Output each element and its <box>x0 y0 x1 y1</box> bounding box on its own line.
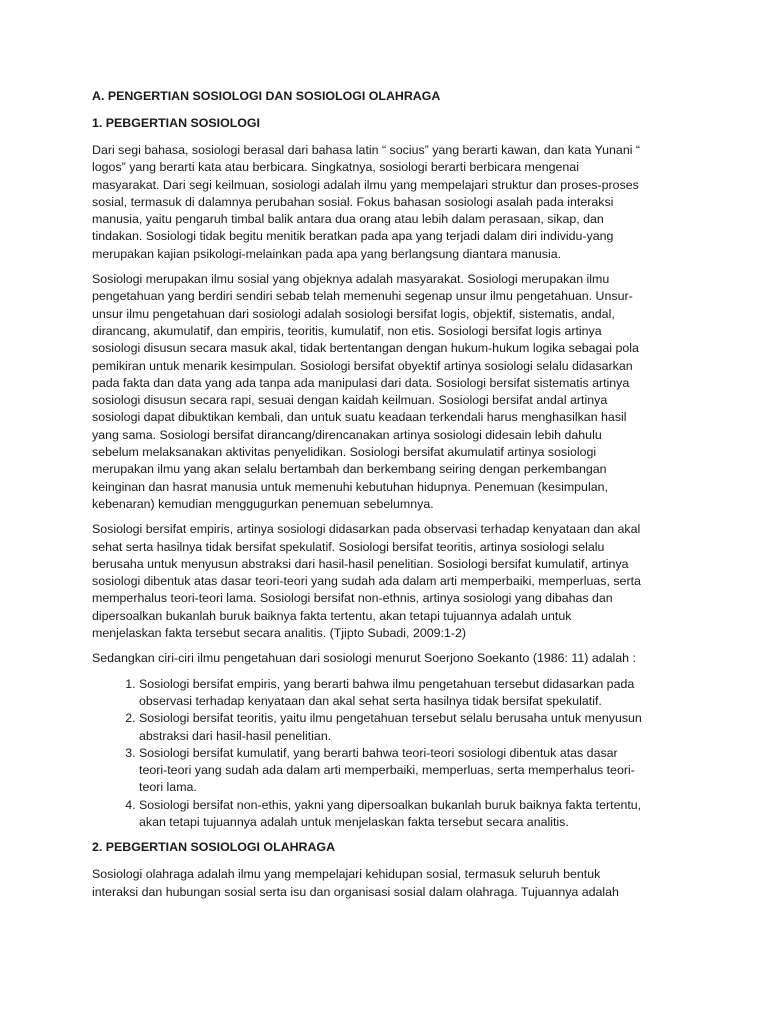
criteria-text: 2. Sosiologi bersifat teoritis, yaitu ilmu pengetahuan tersebut selalu berusaha untuk menyusun abstraksi dari hasil-hasil penelitian. <box>139 711 642 743</box>
criteria-text: 3. Sosiologi bersifat kumulatif, yang berarti bahwa teori-teori sosiologi dibentuk atas dasar teori-teori yang sudah ada dalam arti memperbaiki, memperluas, serta memperhalus teori- teori lama. <box>139 745 635 795</box>
criteria-list <box>92 676 676 832</box>
main-heading: A. PENGERTIAN SOSIOLOGI DAN SOSIOLOGI OLAHRAGA <box>92 89 441 103</box>
criteria-text: 1. Sosiologi bersifat empiris, yang berarti bahwa ilmu pengetahuan tersebut didasarkan pada observasi terhadap kenyataan dan akal sehat serta hasilnya tidak bersifat spekulatif. <box>139 676 635 708</box>
paragraph-empirical: Sosiologi bersifat empiris, artinya sosiologi didasarkan pada observasi terhadap kenyataan dan akal sehat serta hasilnya tidak bersifat spekulatif. Sosiologi bersifat teoritis, artinya sosiologi selalu berusaha untuk menyusun abstraksi dari hasil-hasil penelitian. Sosiologi bersifat kumulatif, artinya sosiologi dibentuk atas dasar teori-teori yang sudah ada dalam arti memperbaiki, memperluas, serta memperhalus teori-teori lama. Sosiologi bersifat non-ethnis, artinya sosiologi yang dibahas dan dipersoalkan bukanlah buruk baiknya fakta tertentu, akan tetapi tujuannya adalah untuk menjelaskan fakta tersebut secara analitis. (Tjipto Subadi, 2009:1-2) <box>92 522 641 641</box>
list-item <box>139 710 676 745</box>
paragraph-criteria-intro: Sedangkan ciri-ciri ilmu pengetahuan dari sosiologi menurut Soerjono Soekanto (1986: 11) adalah : <box>92 651 636 666</box>
paragraph-science-elements: Sosiologi merupakan ilmu sosial yang objeknya adalah masyarakat. Sosiologi merupakan ilmu pengetahuan yang berdiri sendiri sebab telah memenuhi segenap unsur ilmu pengetahuan. Unsur- unsur ilmu pengetahuan dari sosiologi adalah sosiologi bersifat logis, objektif, sistematis, andal, dirancang, akumulatif, dan empiris, teoritis, kumulatif, non etis. Sosiologi bersifat logis artinya sosiologi disusun secara masuk akal, tidak bertentangan dengan hukum-hukum logika sebagai pola pemikiran untuk menarik kesimpulan. Sosiologi bersifat obyektif artinya sosiologi selalu didasarkan pada fakta dan data yang ada tanpa ada manipulasi dari data. Sosiologi bersifat sistematis artinya sosiologi disusun secara rapi, sesuai dengan kaidah keilmuan. Sosiologi bersifat andal artinya sosiologi dapat dibuktikan kembali, dan untuk suatu keadaan terkendali harus menghasilkan hasil yang sama. Sosiologi bersifat dirancang/direncanakan artinya sosiologi didesain lebih dahulu sebelum melaksanakan aktivitas penyelidikan. Sosiologi bersifat akumulatif artinya sosiologi merupakan ilmu yang akan selalu bertambah dan berkembang seiring dengan perkembangan keinginan dan hasrat manusia untuk memenuhi kebutuhan hidupnya. Penemuan (kesimpulan, kebenaran) kemudian menggugurkan penemuan sebelumnya. <box>92 272 639 511</box>
paragraph-definition: Dari segi bahasa, sosiologi berasal dari bahasa latin “ socius” yang berarti kawan, dan kata Yunani “ logos” yang berarti kata atau berbicara. Singkatnya, sosiologi berarti berbicara mengenai masyarakat. Dari segi keilmuan, sosiologi adalah ilmu yang mempelajari struktur dan proses-proses sosial, termasuk di dalamnya perubahan sosial. Fokus bahasan sosiologi asalah pada interaksi manusia, yaitu pengaruh timbal balik antara dua orang atau lebih dalam perasaan, sikap, dan tindakan. Sosiologi tidak begitu menitik beratkan pada apa yang terjadi dalam diri individu-yang merupakan kajian psikologi-melainkan pada apa yang berlangsung diantara manusia. <box>92 143 641 261</box>
list-item <box>139 676 676 711</box>
section-2-heading: 2. PEBGERTIAN SOSIOLOGI OLAHRAGA <box>92 840 336 855</box>
list-item <box>139 745 676 797</box>
paragraph-sport-sociology: Sosiologi olahraga adalah ilmu yang mempelajari kehidupan sosial, termasuk seluruh bentuk interaksi dan hubungan sosial serta isu dan organisasi sosial dalam olahraga. Tujuannya adalah <box>92 867 619 899</box>
criteria-text: 4. Sosiologi bersifat non-ethis, yakni yang dipersoalkan bukanlah buruk baiknya fakta tertentu, akan tetapi tujuannya adalah untuk menjelaskan fakta tersebut secara analitis. <box>139 797 642 829</box>
list-item <box>139 797 676 832</box>
section-1-heading: 1. PEBGERTIAN SOSIOLOGI <box>92 116 260 130</box>
